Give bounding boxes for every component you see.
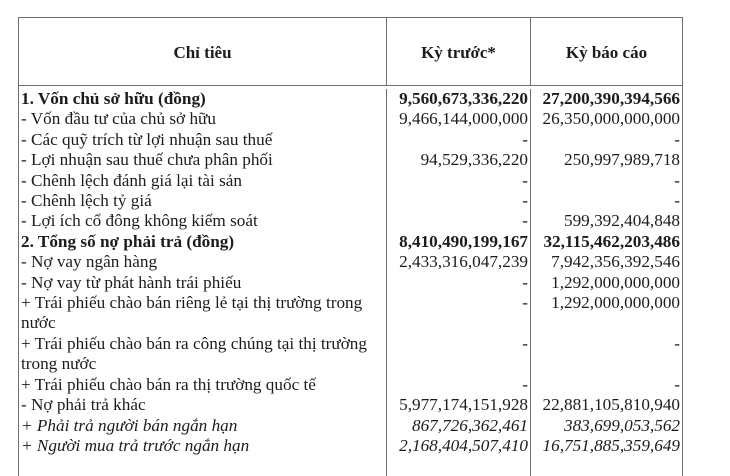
table-row [19,211,682,231]
row-current-value: 599,392,404,848 [530,211,682,231]
row-previous-value: - [386,171,530,191]
row-current-value: 250,997,989,718 [530,150,682,170]
row-previous-value: - [386,334,530,375]
row-label: - Chênh lệch đánh giá lại tài sản [21,170,242,190]
row-label: - Nợ vay ngân hàng [21,252,158,272]
row-label: + Phải trả người bán ngắn hạn [21,415,238,435]
row-label: 1. Vốn chủ sở hữu (đồng) [21,89,206,108]
row-label: - Vốn đầu tư của chủ sở hữu [21,109,216,129]
row-current-value: 7,942,356,392,546 [530,252,682,272]
row-previous-value: 2,433,316,047,239 [386,252,530,272]
table-row [19,293,682,334]
row-previous-value: - [386,211,530,231]
row-current-value: 26,350,000,000,000 [530,109,682,129]
table-row [19,89,682,109]
row-previous-value: 9,466,144,000,000 [386,109,530,129]
row-previous-value: - [386,130,530,150]
row-label: + Trái phiếu chào bán ra thị trường quốc tế [21,374,316,394]
row-label: - Nợ phải trả khác [21,395,146,415]
row-previous-value: 867,726,362,461 [386,416,530,436]
header-indicator: Chỉ tiêu [173,42,232,62]
row-current-value: 16,751,885,359,649 [530,436,682,456]
row-label-cutoff [19,456,386,476]
row-label: + Trái phiếu chào bán riêng lẻ tại thị trường trong nước [21,293,363,333]
row-current-value: 1,292,000,000,000 [530,293,682,334]
table-row [19,375,682,395]
row-previous-value: - [386,293,530,334]
table-row [19,252,682,272]
row-current-value: - [530,375,682,395]
header-reporting-period: Kỳ báo cáo [530,18,682,85]
row-previous-value: - [386,273,530,293]
row-label: - Chênh lệch tỷ giá [21,191,152,211]
row-label: + Trái phiếu chào bán ra công chúng tại thị trường trong nước [21,333,367,374]
table-body [19,86,682,476]
table-row [19,273,682,293]
financial-table [18,17,683,476]
table-row [19,334,682,375]
row-previous-value: - [386,191,530,211]
header-previous-period: Kỳ trước* [386,18,530,85]
table-row [19,171,682,191]
row-current-value: 1,292,000,000,000 [530,273,682,293]
row-previous-value: 9,560,673,336,220 [386,89,530,109]
row-current-value-cutoff [530,456,682,476]
table-row [19,436,682,456]
row-previous-value-cutoff [386,456,530,476]
row-label: + Người mua trả trước ngắn hạn [21,435,250,455]
row-current-value: - [530,130,682,150]
row-previous-value: - [386,375,530,395]
row-label: 2. Tổng số nợ phải trả (đồng) [21,231,235,251]
table-row [19,232,682,252]
table-row [19,150,682,170]
row-previous-value: 2,168,404,507,410 [386,436,530,456]
row-current-value: 22,881,105,810,940 [530,395,682,415]
row-current-value: - [530,191,682,211]
row-current-value: 383,699,053,562 [530,416,682,436]
row-current-value: 32,115,462,203,486 [530,232,682,252]
table-row [19,130,682,150]
table-row [19,395,682,415]
row-previous-value: 5,977,174,151,928 [386,395,530,415]
row-label: - Nợ vay từ phát hành trái phiếu [21,272,242,292]
table-row [19,109,682,129]
row-current-value: - [530,334,682,375]
table-row-cutoff [19,456,682,476]
row-current-value: - [530,171,682,191]
table-row [19,191,682,211]
row-label: - Các quỹ trích từ lợi nhuận sau thuế [21,129,273,149]
table-header-row [19,18,682,86]
row-current-value: 27,200,390,394,566 [530,89,682,109]
table-row [19,416,682,436]
row-label: - Lợi nhuận sau thuế chưa phân phối [21,150,273,170]
row-previous-value: 94,529,336,220 [386,150,530,170]
row-previous-value: 8,410,490,199,167 [386,232,530,252]
row-label: - Lợi ích cổ đông không kiểm soát [21,211,258,231]
